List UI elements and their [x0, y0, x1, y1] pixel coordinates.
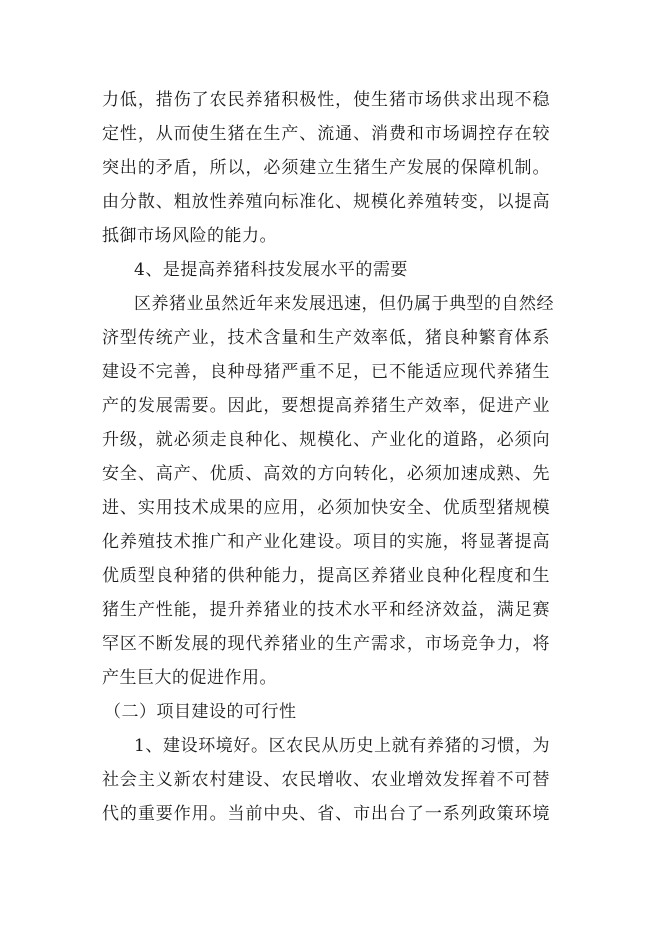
text-line: 产的发展需要。因此，要想提高养猪生产效率，促进产业	[102, 396, 550, 416]
section-heading: （二）项目建设的可行性	[104, 702, 297, 722]
text-line: 化养殖技术推广和产业化建设。项目的实施，将显著提高	[102, 532, 550, 552]
text-line: 定性，从而使生猪在生产、流通、消费和市场调控存在较	[102, 124, 550, 144]
text-line: 代的重要作用。当前中央、省、市出台了一系列政策环境	[102, 804, 550, 824]
text-line: 优质型良种猪的供种能力，提高区养猪业良种化程度和生	[102, 566, 550, 586]
text-line: 抵御市场风险的能力。	[102, 226, 277, 246]
text-line: 安全、高产、优质、高效的方向转化，必须加速成熟、先	[102, 464, 550, 484]
text-line: 升级，就必须走良种化、规模化、产业化的道路，必须向	[102, 430, 550, 450]
text-line: 猪生产性能，提升养猪业的技术水平和经济效益，满足赛	[102, 600, 550, 620]
text-line: 建设不完善，良种母猪严重不足，已不能适应现代养猪生	[102, 362, 550, 382]
subheading: 4、是提高养猪科技发展水平的需要	[134, 260, 408, 280]
text-line: 进、实用技术成果的应用，必须加快安全、优质型猪规模	[102, 498, 550, 518]
text-line: 由分散、粗放性养殖向标准化、规模化养殖转变，以提高	[102, 192, 550, 212]
text-line: 突出的矛盾，所以，必须建立生猪生产发展的保障机制。	[102, 158, 550, 178]
text-line: 社会主义新农村建设、农民增收、农业增效发挥着不可替	[102, 770, 550, 790]
text-line: 力低，措伤了农民养猪积极性，使生猪市场供求出现不稳	[102, 90, 550, 110]
text-line: 区养猪业虽然近年来发展迅速，但仍属于典型的自然经	[134, 294, 554, 314]
text-line: 1、建设环境好。区农民从历史上就有养猪的习惯，为	[134, 736, 550, 756]
text-line: 济型传统产业，技术含量和生产效率低，猪良种繁育体系	[102, 328, 550, 348]
text-line: 罕区不断发展的现代养猪业的生产需求，市场竞争力，将	[102, 634, 550, 654]
text-line: 产生巨大的促进作用。	[102, 668, 277, 688]
